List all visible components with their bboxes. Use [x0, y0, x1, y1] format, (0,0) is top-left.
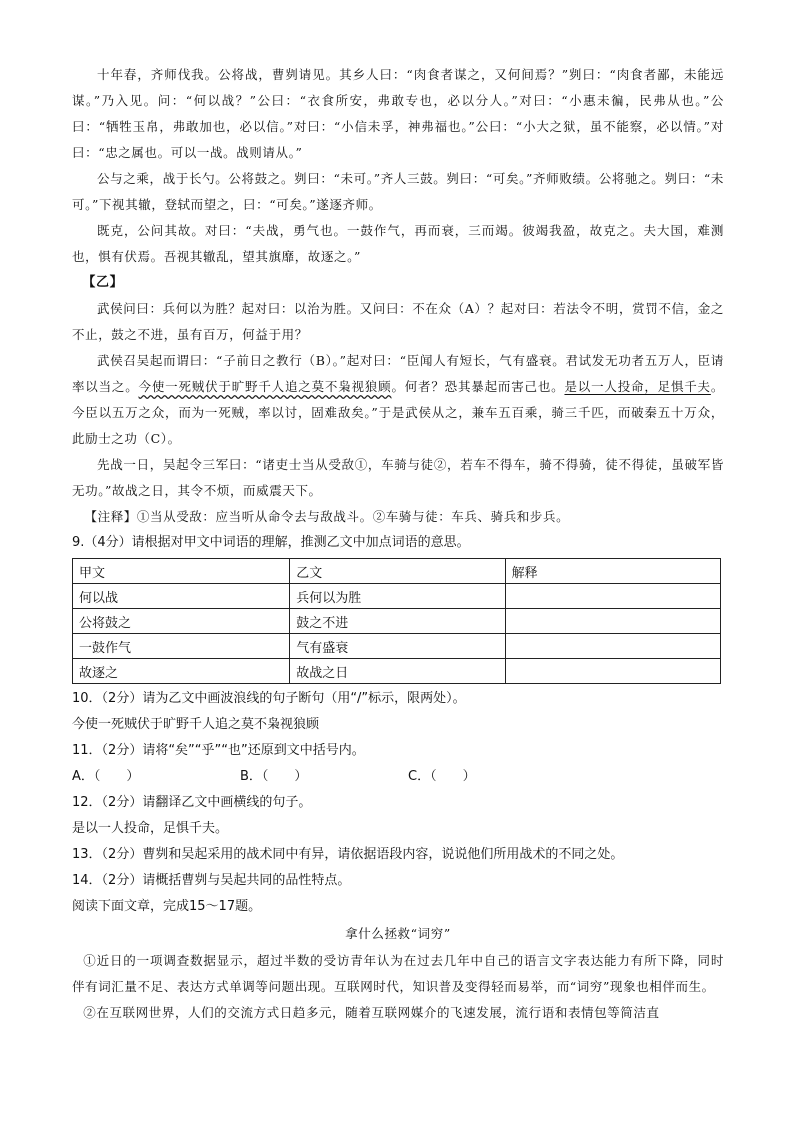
table-header-cell: 解释 — [505, 559, 720, 584]
jia-paragraph-1: 十年春，齐师伐我。公将战，曹刿请见。其乡人曰：“肉食者谋之，又何间焉？”刿曰：“肉食者鄙，未能远谋。”乃入见。问：“何以战？”公曰：“衣食所安，弗敢专也，必以分人。”对曰：“小惠未徧，民弗从也。”公曰：“牺牲玉帛，弗敢加也，必以信。”对曰：“小信未孚，神弗福也。”公曰：“小大之狱，虽不能察，必以情。”对曰：“忠之属也。可以一战。战则请从。” — [72, 67, 724, 160]
answer-cell[interactable] — [505, 659, 720, 684]
yi-p2-text-c: 。今臣以五万之众，而为一死贼，率以讨，固难敌矣。”于是武侯从之，兼车五百乘，骑三千匹，而破秦五十万众，此励士之功（C）。 — [72, 379, 724, 446]
annotation-note: 【注释】①当从受敌：应当听从命令去与敌战斗。②车骑与徒：车兵、骑兵和步兵。 — [84, 509, 570, 524]
table-header-cell: 甲文 — [73, 559, 290, 584]
wavy-underlined-sentence: 今使一死贼伏于旷野千人追之莫不枭视狼顾 — [138, 379, 392, 394]
table-cell: 一鼓作气 — [73, 634, 290, 659]
jia-paragraph-3: 既克，公问其故。对曰：“夫战，勇气也。一鼓作气，再而衰，三而竭。彼竭我盈，故克之。夫大国，难测也，惧有伏焉。吾视其辙乱，望其旗靡，故逐之。” — [72, 223, 724, 264]
yi-paragraph-3: 先战一日，吴起令三军曰：“诸吏士当从受敌①，车骑与徒②，若车不得车，骑不得骑，徒不得徒，虽破军皆无功。”故战之日，其令不烦，而威震天下。 — [72, 457, 724, 498]
reading-intro: 阅读下面文章，完成15～17题。 — [72, 899, 262, 914]
question-12-sentence: 是以一人投命，足惧千夫。 — [72, 821, 229, 836]
answer-cell[interactable] — [505, 609, 720, 634]
table-cell: 故逐之 — [73, 659, 290, 684]
underlined-sentence: 是以一人投命，足惧千夫 — [564, 379, 711, 394]
question-10-sentence: 今使一死贼伏于旷野千人追之莫不枭视狼顾 — [72, 717, 320, 732]
choice-c[interactable]: C．（ ） — [408, 769, 476, 784]
passage-yi — [72, 270, 724, 530]
vocab-table — [72, 558, 721, 684]
question-12: 12．（2分）请翻译乙文中画横线的句子。 — [72, 795, 312, 810]
table-cell: 公将鼓之 — [73, 609, 290, 634]
choice-a[interactable]: A．（ ） — [72, 769, 140, 784]
table-row — [73, 659, 721, 684]
article-paragraph-1: ①近日的一项调查数据显示，超过半数的受访青年认为在过去几年中自己的语言文字表达能力有所下降，同时伴有词汇量不足、表达方式单调等问题出现。互联网时代，知识普及变得轻而易举，而“词穷”现象也相伴而生。 — [72, 953, 724, 994]
table-cell: 何以战 — [73, 584, 290, 609]
table-header-row — [73, 559, 721, 584]
question-11: 11．（2分）请将“矣”“乎”“也”还原到文中括号内。 — [72, 743, 365, 758]
table-row — [73, 634, 721, 659]
question-10: 10．（2分）请为乙文中画波浪线的句子断句（用“/”标示，限两处）。 — [72, 691, 466, 706]
yi-paragraph-2 — [72, 348, 724, 452]
article-paragraph-2: ②在互联网世界，人们的交流方式日趋多元，随着互联网媒介的飞速发展，流行语和表情包等简洁直 — [83, 1005, 660, 1020]
passage-jia — [72, 62, 724, 270]
jia-paragraph-2: 公与之乘，战于长勺。公将鼓之。刿曰：“未可。”齐人三鼓。刿曰：“可矣。”齐师败绩。公将驰之。刿曰：“未可。”下视其辙，登轼而望之，曰：“可矣。”遂逐齐师。 — [72, 171, 724, 212]
yi-paragraph-1: 武侯问曰：兵何以为胜？起对曰：以治为胜。又问曰：不在众（A）？起对曰：若法令不明，赏罚不信，金之不止，鼓之不进，虽有百万，何益于用？ — [72, 301, 724, 342]
answer-cell[interactable] — [505, 634, 720, 659]
table-cell: 气有盛衰 — [290, 634, 505, 659]
answer-cell[interactable] — [505, 584, 720, 609]
table-cell: 鼓之不进 — [290, 609, 505, 634]
choice-b[interactable]: B．（ ） — [240, 769, 308, 784]
table-row — [73, 609, 721, 634]
questions-section — [72, 530, 724, 920]
question-13: 13．（2分）曹刿和吴起采用的战术同中有异，请依据语段内容，说说他们所用战术的不同之处。 — [72, 847, 624, 862]
question-11-choices — [72, 764, 724, 790]
yi-heading: 【乙】 — [82, 275, 124, 290]
table-header-cell: 乙文 — [290, 559, 505, 584]
table-cell: 故战之日 — [290, 659, 505, 684]
table-row — [73, 584, 721, 609]
question-14: 14．（2分）请概括曹刿与吴起共同的品性特点。 — [72, 873, 351, 888]
article-section — [72, 920, 724, 1026]
exam-page — [72, 62, 724, 1026]
article-title: 拿什么拯救“词穷” — [345, 926, 451, 941]
yi-p2-text-b: 。何者？恐其暴起而害己也。 — [391, 379, 565, 394]
question-9: 9.（4分）请根据对甲文中词语的理解，推测乙文中加点词语的意思。 — [72, 535, 470, 550]
yi-p2-text-a: 武侯召吴起而谓曰：“子前日之教行（B）。”起对曰：“臣闻人有短长，气有盛衰。君试发无功者五万人，臣请率以当之。 — [72, 353, 724, 394]
table-cell: 兵何以为胜 — [290, 584, 505, 609]
